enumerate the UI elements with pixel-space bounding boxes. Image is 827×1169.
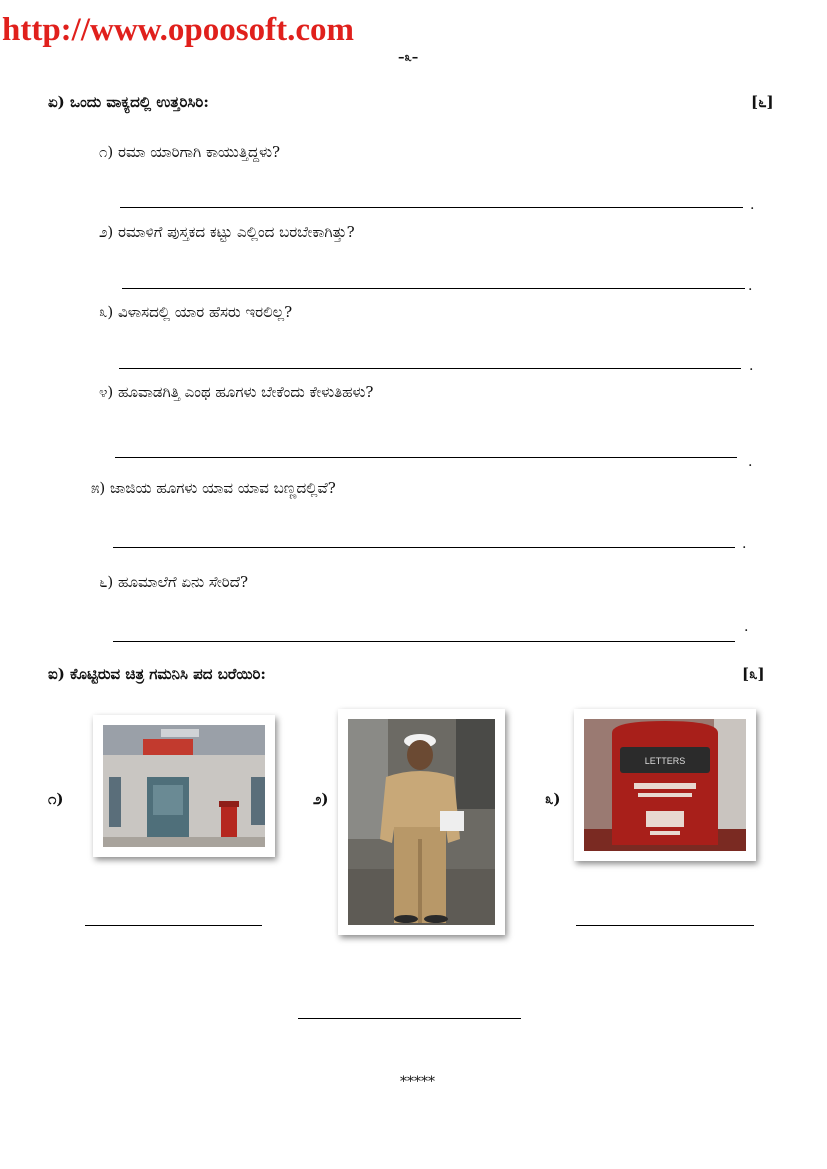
picture-3-answer-line <box>576 925 754 926</box>
watermark-url[interactable]: http://www.opoosoft.com <box>2 12 354 48</box>
section-b-title: ಐ) ಕೊಟ್ಟಿರುವ ಚಿತ್ರ ಗಮನಿಸಿ ಪದ ಬರೆಯಿರಿ: <box>48 665 266 683</box>
page-number: –೩– <box>398 50 419 65</box>
picture-1-label: ೧) <box>48 790 64 808</box>
end-marker: ***** <box>400 1074 435 1090</box>
post-box-text: LETTERS <box>644 756 686 766</box>
question-1: ೧) ರಮಾ ಯಾರಿಗಾಗಿ ಕಾಯುತ್ತಿದ್ದಳು? <box>99 143 281 161</box>
line-end-2: . <box>748 278 753 294</box>
answer-line-1 <box>120 207 743 208</box>
line-end-3: . <box>749 358 754 374</box>
line-end-6: . <box>744 619 749 635</box>
question-3: ೩) ವಿಳಾಸದಲ್ಲಿ ಯಾರ ಹೆಸರು ಇರಲಿಲ್ಲ? <box>99 303 293 321</box>
question-6: ೬) ಹೂಮಾಲೆಗೆ ಏನು ಸೇರಿದೆ? <box>99 573 249 591</box>
picture-2-answer-line <box>298 1018 521 1019</box>
post-box-photo-icon <box>574 709 756 861</box>
picture-1-answer-line <box>85 925 262 926</box>
question-4: ೪) ಹೂವಾಡಗಿತ್ತಿ ಎಂಥ ಹೂಗಳು ಬೇಕೆಂದು ಕೇಳುತಿಹಳು? <box>99 383 374 401</box>
section-b-marks: [೩] <box>742 665 765 683</box>
answer-line-2 <box>122 288 745 289</box>
answer-line-6 <box>113 641 735 642</box>
question-5: ೫) ಜಾಜಿಯ ಹೂಗಳು ಯಾವ ಯಾವ ಬಣ್ಣದಲ್ಲಿವೆ? <box>91 479 336 497</box>
postman-photo-icon <box>338 709 505 935</box>
line-end-1: . <box>750 197 755 213</box>
answer-line-3 <box>119 368 741 369</box>
answer-line-5 <box>113 547 735 548</box>
picture-3-label: ೩) <box>545 790 561 808</box>
question-2: ೨) ರಮಾಳಿಗೆ ಪುಸ್ತಕದ ಕಟ್ಟು ಎಲ್ಲಿಂದ ಬರಬೇಕಾಗಿತ್ತು? <box>99 223 355 241</box>
answer-line-4 <box>115 457 737 458</box>
line-end-5: . <box>742 536 747 552</box>
section-a-marks: [೬] <box>751 93 774 111</box>
section-a-title: ಏ) ಒಂದು ವಾಕ್ಯದಲ್ಲಿ ಉತ್ತರಿಸಿರಿ: <box>48 93 209 111</box>
post-office-photo-icon <box>93 715 275 857</box>
line-end-4: . <box>748 454 753 470</box>
picture-2-label: ೨) <box>313 790 329 808</box>
